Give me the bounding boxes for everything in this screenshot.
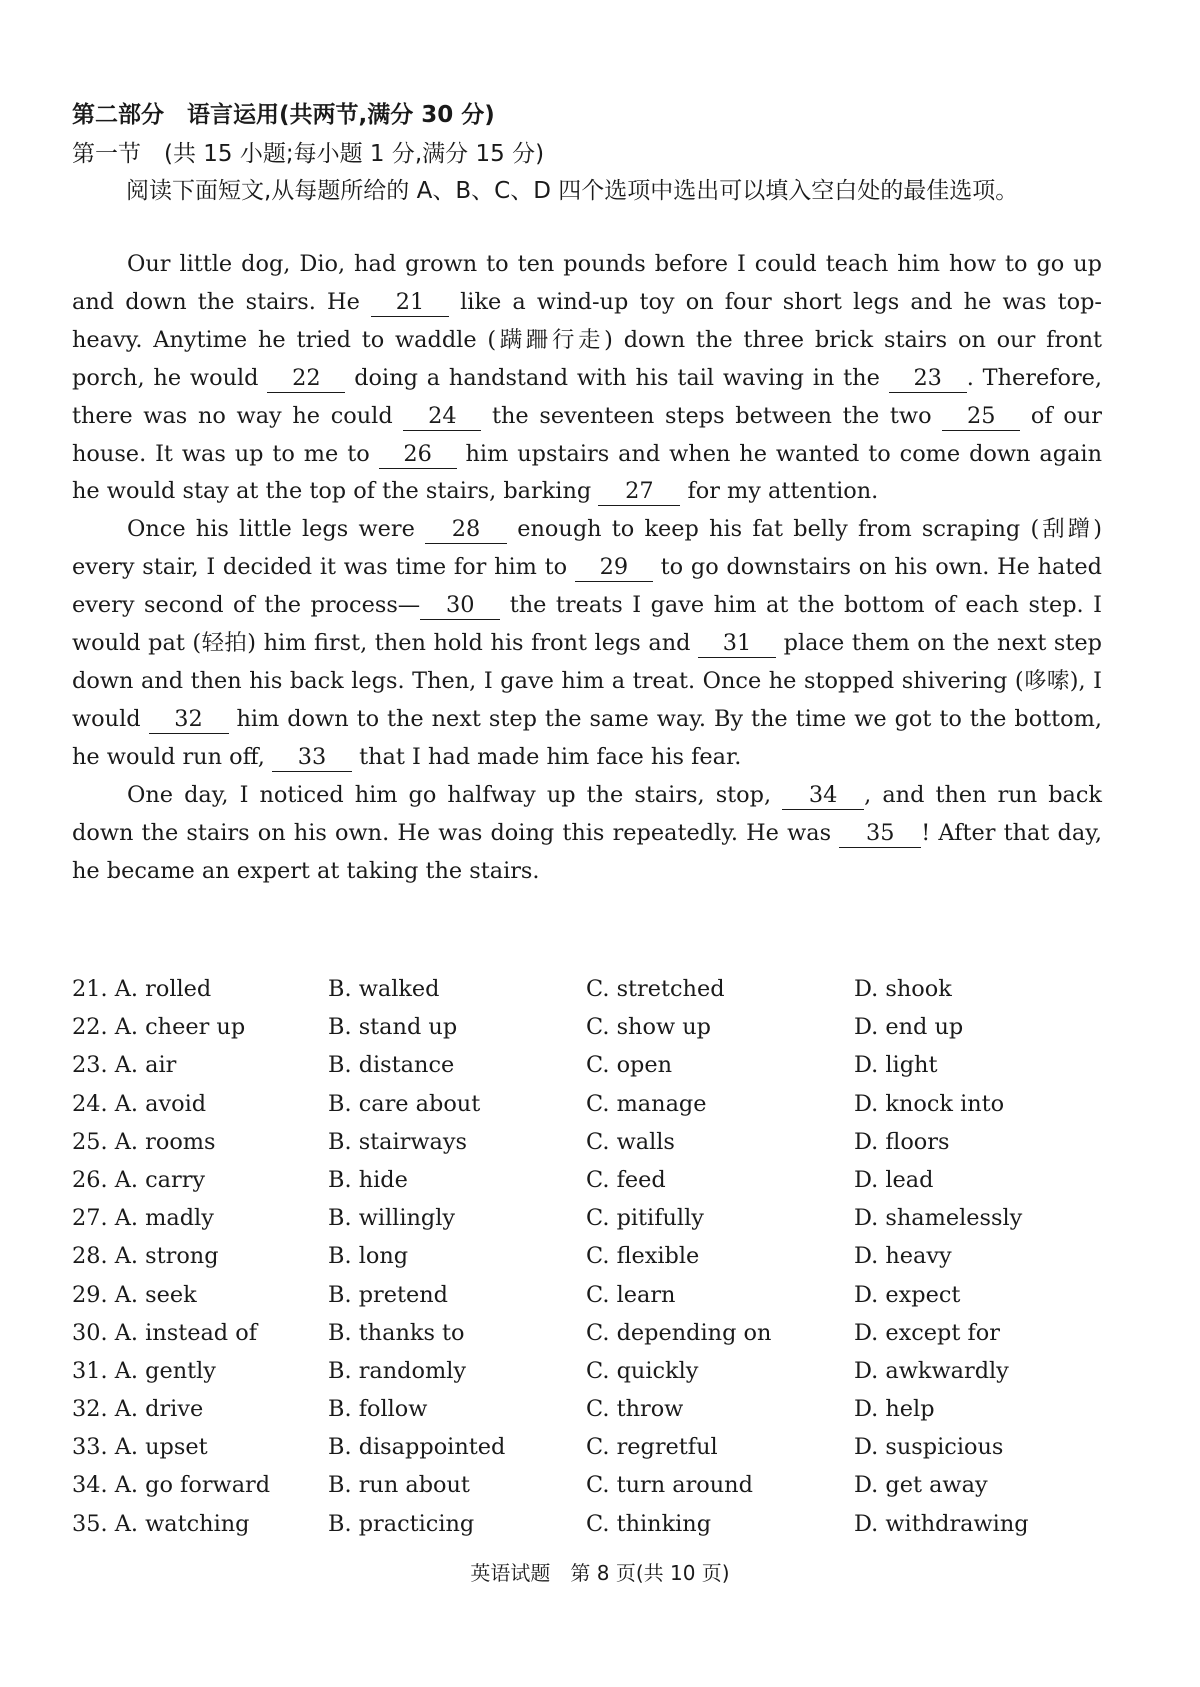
- blank-25: 25: [942, 402, 1020, 431]
- option-b: B. hide: [328, 1166, 408, 1193]
- option-d: D. suspicious: [854, 1434, 1004, 1461]
- option-a: 25. A. rooms: [72, 1128, 216, 1155]
- option-row-23: [72, 1046, 1112, 1084]
- option-a: 23. A. air: [72, 1052, 177, 1079]
- option-row-32: [72, 1390, 1112, 1428]
- option-a: 27. A. madly: [72, 1205, 214, 1232]
- passage-text: doing a handstand with his tail waving in the: [354, 364, 880, 391]
- blank-26: 26: [379, 440, 457, 469]
- passage-text: like a wind-up toy on four short legs and he was top-heavy. Anytime he tried to waddle (蹒跚行走) down the three brick stairs on our front porch, he would: [72, 288, 1102, 391]
- option-c: C. manage: [586, 1090, 707, 1117]
- blank-27: 27: [598, 477, 680, 506]
- passage-paragraph-3: [72, 777, 1102, 891]
- option-a: 31. A. gently: [72, 1357, 216, 1384]
- option-b: B. disappointed: [328, 1434, 506, 1461]
- passage-text: place them on the next step down and then his back legs. Then, I gave him a treat. Once he stopped shivering (哆嗦), I would: [72, 630, 1102, 732]
- option-a: 26. A. carry: [72, 1166, 206, 1193]
- option-c: C. pitifully: [586, 1205, 704, 1232]
- passage-text: of our house. It was up to me to: [72, 402, 1102, 467]
- option-c: C. depending on: [586, 1319, 772, 1346]
- passage-text: ! After that day, he became an expert at taking the stairs.: [72, 819, 1103, 884]
- page-footer: 英语试题 第 8 页(共 10 页): [470, 1561, 730, 1585]
- blank-35: 35: [839, 819, 921, 848]
- option-a: 21. A. rolled: [72, 976, 212, 1002]
- option-row-34: [72, 1466, 1112, 1504]
- section-title: 第一节 (共 15 小题;每小题 1 分,满分 15 分): [72, 141, 545, 167]
- option-d: D. light: [854, 1052, 938, 1079]
- option-d: D. expect: [854, 1281, 961, 1308]
- option-d: D. floors: [854, 1128, 950, 1155]
- option-row-21: [72, 970, 1112, 1008]
- option-c: C. show up: [586, 1014, 711, 1041]
- instruction-text: 阅读下面短文,从每题所给的 A、B、C、D 四个选项中选出可以填入空白处的最佳选项。: [126, 178, 1019, 204]
- blank-29: 29: [575, 553, 653, 582]
- option-d: D. withdrawing: [854, 1510, 1029, 1537]
- option-row-29: [72, 1276, 1112, 1314]
- option-b: B. walked: [328, 976, 440, 1002]
- option-d: D. knock into: [854, 1090, 1005, 1117]
- option-c: C. flexible: [586, 1243, 700, 1270]
- option-b: B. stairways: [328, 1128, 468, 1155]
- option-a: 22. A. cheer up: [72, 1014, 246, 1041]
- passage-paragraph-2: [72, 511, 1102, 776]
- passage-text: him upstairs and when he wanted to come down again he would stay at the top of the stairs, barking: [72, 440, 1102, 505]
- option-a: 28. A. strong: [72, 1243, 219, 1270]
- option-row-35: [72, 1505, 1112, 1543]
- option-b: B. practicing: [328, 1510, 475, 1537]
- option-row-24: [72, 1085, 1112, 1123]
- passage-text: Once his little legs were: [127, 516, 415, 543]
- option-row-27: [72, 1199, 1112, 1237]
- option-a: 24. A. avoid: [72, 1090, 207, 1117]
- option-a: 32. A. drive: [72, 1396, 204, 1423]
- option-row-33: [72, 1428, 1112, 1466]
- option-b: B. randomly: [328, 1357, 467, 1384]
- passage-text: for my attention.: [687, 478, 879, 505]
- option-c: C. open: [586, 1052, 673, 1079]
- option-c: C. turn around: [586, 1472, 753, 1499]
- blank-28: 28: [425, 515, 507, 544]
- blank-32: 32: [149, 705, 229, 734]
- option-b: B. long: [328, 1243, 409, 1270]
- option-d: D. shamelessly: [854, 1205, 1023, 1232]
- option-b: B. distance: [328, 1052, 455, 1079]
- passage-text: that I had made him face his fear.: [359, 743, 742, 770]
- part-title: 第二部分 语言运用(共两节,满分 30 分): [72, 102, 495, 128]
- passage-text: the seventeen steps between the two: [492, 402, 932, 429]
- passage-text: to go downstairs on his own. He hated every second of the process—: [72, 554, 1102, 619]
- option-b: B. run about: [328, 1472, 470, 1499]
- option-b: B. stand up: [328, 1014, 458, 1041]
- option-a: 34. A. go forward: [72, 1472, 271, 1499]
- option-c: C. walls: [586, 1128, 675, 1155]
- option-a: 33. A. upset: [72, 1434, 208, 1461]
- cloze-passage: [72, 246, 1102, 890]
- option-b: B. thanks to: [328, 1319, 465, 1346]
- option-b: B. willingly: [328, 1205, 456, 1232]
- blank-30: 30: [420, 591, 500, 620]
- blank-23: 23: [889, 364, 967, 393]
- option-b: B. pretend: [328, 1281, 448, 1308]
- option-row-30: [72, 1314, 1112, 1352]
- option-d: D. end up: [854, 1014, 964, 1041]
- option-row-31: [72, 1352, 1112, 1390]
- option-b: B. follow: [328, 1396, 428, 1423]
- passage-text: One day, I noticed him go halfway up the stairs, stop,: [127, 781, 772, 808]
- option-row-26: [72, 1161, 1112, 1199]
- option-d: D. shook: [854, 976, 952, 1002]
- blank-22: 22: [267, 364, 345, 393]
- option-d: D. except for: [854, 1319, 1000, 1346]
- passage-paragraph-1: [72, 246, 1102, 511]
- passage-text: , and then run back down the stairs on his own. He was doing this repeatedly. He was: [72, 781, 1102, 846]
- option-c: C. stretched: [586, 976, 725, 1002]
- option-c: C. throw: [586, 1396, 684, 1423]
- option-d: D. heavy: [854, 1243, 952, 1270]
- passage-text: Our little dog, Dio, had grown to ten pounds before I could teach him how to go up and down the stairs. He: [72, 251, 1102, 315]
- option-a: 29. A. seek: [72, 1281, 197, 1308]
- option-c: C. thinking: [586, 1510, 712, 1537]
- option-c: C. feed: [586, 1166, 666, 1193]
- option-d: D. lead: [854, 1166, 934, 1193]
- blank-31: 31: [698, 629, 776, 658]
- option-b: B. care about: [328, 1090, 481, 1117]
- option-row-28: [72, 1237, 1112, 1275]
- option-d: D. help: [854, 1396, 935, 1423]
- option-d: D. get away: [854, 1472, 988, 1499]
- blank-21: 21: [371, 288, 449, 317]
- option-row-25: [72, 1123, 1112, 1161]
- option-c: C. quickly: [586, 1357, 699, 1384]
- option-a: 35. A. watching: [72, 1510, 250, 1537]
- passage-text: . Therefore, there was no way he could: [72, 364, 1103, 429]
- option-d: D. awkwardly: [854, 1357, 1009, 1384]
- blank-24: 24: [403, 402, 481, 431]
- blank-33: 33: [272, 743, 352, 772]
- passage-text: enough to keep his fat belly from scraping (刮蹭) every stair, I decided it was time for him to: [72, 516, 1102, 581]
- blank-34: 34: [782, 781, 864, 810]
- option-row-22: [72, 1008, 1112, 1046]
- passage-text: the treats I gave him at the bottom of each step. I would pat (轻拍) him first, then hold his front legs and: [72, 592, 1103, 657]
- answer-options: [72, 970, 1112, 1543]
- option-c: C. regretful: [586, 1434, 718, 1461]
- option-a: 30. A. instead of: [72, 1319, 258, 1346]
- passage-text: him down to the next step the same way. By the time we got to the bottom, he would run off,: [72, 705, 1102, 770]
- option-c: C. learn: [586, 1281, 676, 1308]
